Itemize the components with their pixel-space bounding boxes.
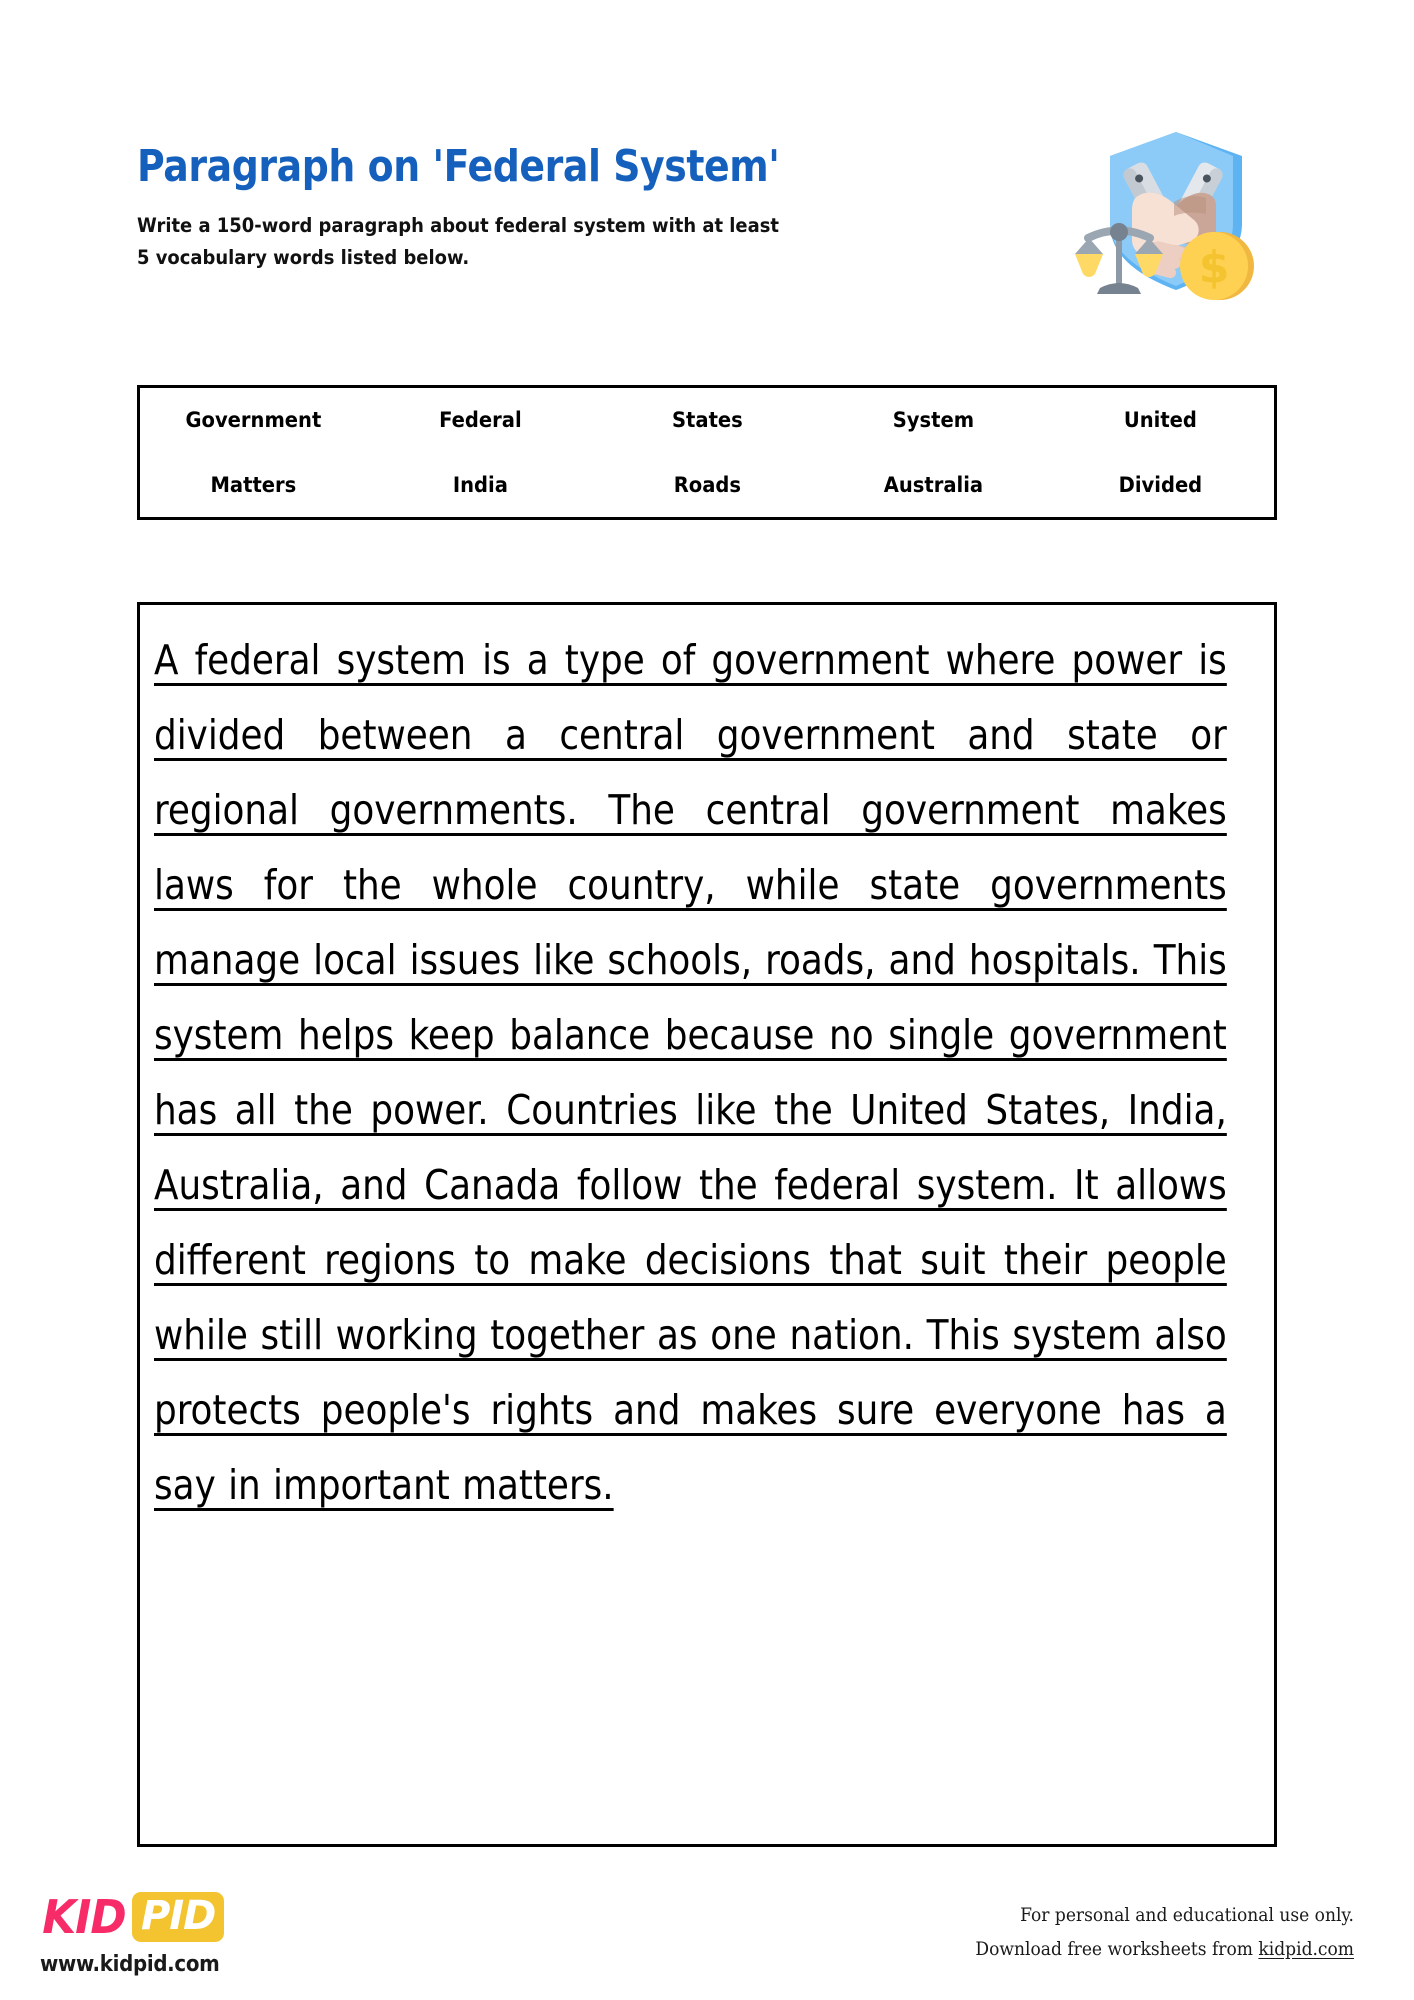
answer-paragraph-text[interactable]: A federal system is a type of government where power is divided between a central government and state or regional governments. The central government makes laws for the whole country, while state governments manage local issues like schools, roads, and hospitals. This system helps keep balance because no single government has all the power. Countries like the United States, India, Australia, and Canada follow the federal system. It allows different regions to make decisions that suit their people while still working together as one nation. This system also protects people's rights and makes sure everyone has a say in important matters. [154,636,1227,1509]
vocabulary-word: Roads [673,472,741,497]
federal-system-shield-handshake-icon [1048,120,1263,310]
vocabulary-word: Divided [1118,472,1203,497]
kidpid-logo-pid-badge: PID [132,1892,224,1942]
vocabulary-word: India [452,472,508,497]
vocabulary-word: Matters [210,472,297,497]
usage-notice [975,1898,1354,1966]
kidpid-logo [40,1888,340,1946]
usage-notice-line-1: For personal and educational use only. [1020,1904,1354,1926]
kidpid-download-link[interactable]: kidpid.com [1258,1938,1354,1960]
vocabulary-word: States [671,408,743,433]
usage-notice-line-2 [975,1932,1354,1966]
vocabulary-word-bank [137,385,1277,520]
vocabulary-word: Government [185,408,322,433]
download-prefix-text: Download free worksheets from [975,1938,1259,1960]
vocabulary-word: United [1124,408,1198,433]
header-text-block [137,140,967,274]
kidpid-website-url: www.kidpid.com [40,1952,220,1977]
svg-text:$: $ [1198,242,1230,293]
vocabulary-word: Australia [884,472,984,497]
worksheet-header [137,140,1277,360]
kidpid-brand [40,1888,340,1977]
vocabulary-word: System [893,408,975,433]
page-title: Paragraph on 'Federal System' [137,141,780,192]
vocabulary-row [140,453,1274,518]
worksheet-instructions: Write a 150-word paragraph about federal system with at least 5 vocabulary words listed below. [137,214,779,269]
vocabulary-row [140,388,1274,453]
worksheet-footer [0,1880,1414,2000]
kidpid-logo-kid-text: KID [42,1890,126,1944]
answer-writing-area[interactable] [137,602,1277,1847]
vocabulary-word: Federal [438,408,522,433]
